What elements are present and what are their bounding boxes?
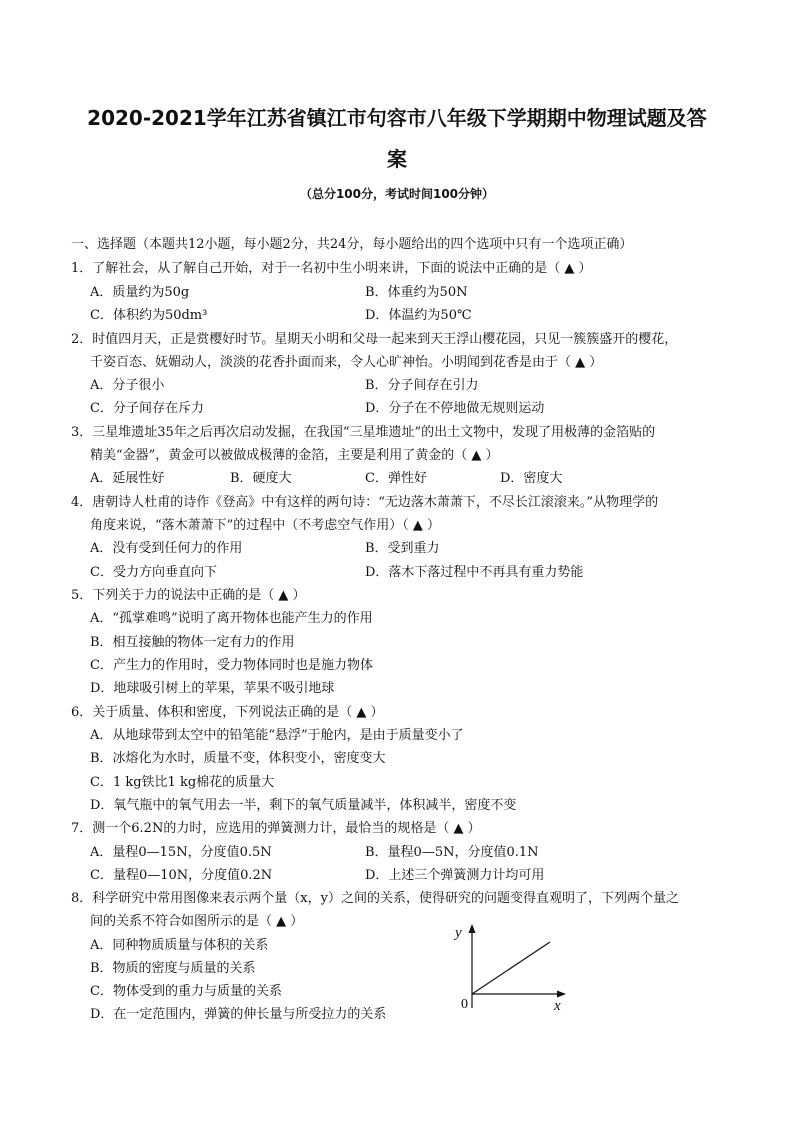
- question-6-option-c: C．1 kg铁比1 kg棉花的质量大: [90, 775, 275, 790]
- question-7-stem-line-1: 7．测一个6.2N的力时，应选用的弹簧测力计，最恰当的规格是（ ▲ ）: [71, 821, 481, 836]
- x-axis-label: x: [554, 998, 561, 1014]
- question-7-option-d: D．上述三个弹簧测力计均可用: [365, 868, 545, 883]
- question-6-option-a: A．从地球带到太空中的铅笔能“悬浮”于舱内，是由于质量变小了: [90, 728, 464, 743]
- question-8-stem-line-1: 8．科学研究中常用图像来表示两个量（x，y）之间的关系，使得研究的问题变得直观明了，下列两个量之: [71, 891, 679, 906]
- question-5-option-a: A．“孤掌难鸣”说明了离开物体也能产生力的作用: [90, 611, 373, 626]
- question-7-option-a: A．量程0—15N，分度值0.5N: [90, 845, 272, 860]
- question-5-option-b: B．相互接触的物体一定有力的作用: [90, 635, 295, 650]
- question-3-option-c: C．弹性好: [365, 471, 427, 486]
- question-5-option-d: D．地球吸引树上的苹果，苹果不吸引地球: [90, 681, 335, 696]
- exam-info: （总分100分，考试时间100分钟）: [299, 187, 495, 201]
- page-title-line2: 案: [387, 147, 407, 171]
- y-axis-arrow: [469, 924, 476, 933]
- question-8-option-a: A．同种物质质量与体积的关系: [90, 938, 269, 953]
- section-heading: 一、选择题（本题共12小题，每小题2分，共24分，每小题给出的四个选项中只有一个选项正确）: [71, 237, 633, 252]
- question-6-option-b: B．冰熔化为水时，质量不变，体积变小，密度变大: [90, 751, 386, 766]
- question-8-stem-line-2: 间的关系不符合如图所示的是（ ▲ ）: [90, 914, 304, 929]
- question-7-option-b: B．量程0—5N，分度值0.1N: [365, 845, 539, 860]
- question-2-option-d: D．分子在不停地做无规则运动: [365, 401, 545, 416]
- question-6-stem-line-1: 6．关于质量、体积和密度，下列说法正确的是（ ▲ ）: [71, 705, 384, 720]
- question-3-option-d: D．密度大: [500, 471, 563, 486]
- question-4-option-d: D．落木下落过程中不再具有重力势能: [365, 565, 584, 580]
- question-4-option-a: A．没有受到任何力的作用: [90, 541, 243, 556]
- linear-graph-figure: [452, 922, 572, 1018]
- question-6-option-d: D．氧气瓶中的氧气用去一半，剩下的氧气质量减半，体积减半，密度不变: [90, 798, 517, 813]
- question-2-stem-line-2: 千姿百态、妩媚动人，淡淡的花香扑面而来，令人心旷神怡。小明闻到花香是由于（ ▲ ）: [90, 355, 603, 370]
- question-2-stem-line-1: 2．时值四月天，正是赏樱好时节。星期天小明和父母一起来到天王浮山樱花园，只见一簇簇盛开的樱花，: [71, 332, 678, 347]
- question-3-option-b: B．硬度大: [230, 471, 292, 486]
- question-3-option-a: A．延展性好: [90, 471, 165, 486]
- question-1-stem-line-1: 1．了解社会，从了解自己开始，对于一名初中生小明来讲，下面的说法中正确的是（ ▲ ）: [71, 261, 592, 276]
- question-1-option-a: A．质量约为50g: [90, 285, 190, 300]
- question-5-stem-line-1: 5．下列关于力的说法中正确的是（ ▲ ）: [71, 588, 306, 603]
- proportional-line: [472, 942, 550, 994]
- question-7-option-c: C．量程0—10N，分度值0.2N: [90, 868, 273, 883]
- question-3-stem-line-2: 精美“金器”，黄金可以被做成极薄的金箔，主要是利用了黄金的（ ▲ ）: [90, 448, 499, 463]
- question-4-stem-line-2: 角度来说，“落木萧萧下”的过程中（不考虑空气作用）（ ▲ ）: [90, 518, 441, 533]
- question-4-option-c: C．受力方向垂直向下: [90, 565, 217, 580]
- question-5-option-c: C．产生力的作用时，受力物体同时也是施力物体: [90, 658, 373, 673]
- question-4-stem-line-1: 4．唐朝诗人杜甫的诗作《登高》中有这样的两句诗：“无边落木萧萧下，不尽长江滚滚来。”从物理学的: [71, 495, 659, 510]
- origin-label: 0: [461, 997, 468, 1012]
- question-8-option-c: C．物体受到的重力与质量的关系: [90, 984, 282, 999]
- page-title-line1: 2020-2021学年江苏省镇江市句容市八年级下学期期中物理试题及答: [87, 106, 707, 130]
- question-1-option-d: D．体温约为50℃: [365, 308, 472, 323]
- question-1-option-b: B．体重约为50N: [365, 285, 468, 300]
- x-axis-arrow: [557, 991, 566, 998]
- question-8-option-d: D．在一定范围内，弹簧的伸长量与所受拉力的关系: [90, 1007, 387, 1022]
- question-8-option-b: B．物质的密度与质量的关系: [90, 961, 256, 976]
- question-1-option-c: C．体积约为50dm³: [90, 308, 208, 323]
- question-2-option-b: B．分子间存在引力: [365, 378, 479, 393]
- y-axis-label: y: [455, 925, 462, 941]
- question-2-option-c: C．分子间存在斥力: [90, 401, 204, 416]
- question-4-option-b: B．受到重力: [365, 541, 440, 556]
- question-3-stem-line-1: 3．三星堆遗址35年之后再次启动发掘，在我国“三星堆遗址”的出土文物中，发现了用极薄的金箔贴的: [71, 425, 656, 440]
- question-2-option-a: A．分子很小: [90, 378, 165, 393]
